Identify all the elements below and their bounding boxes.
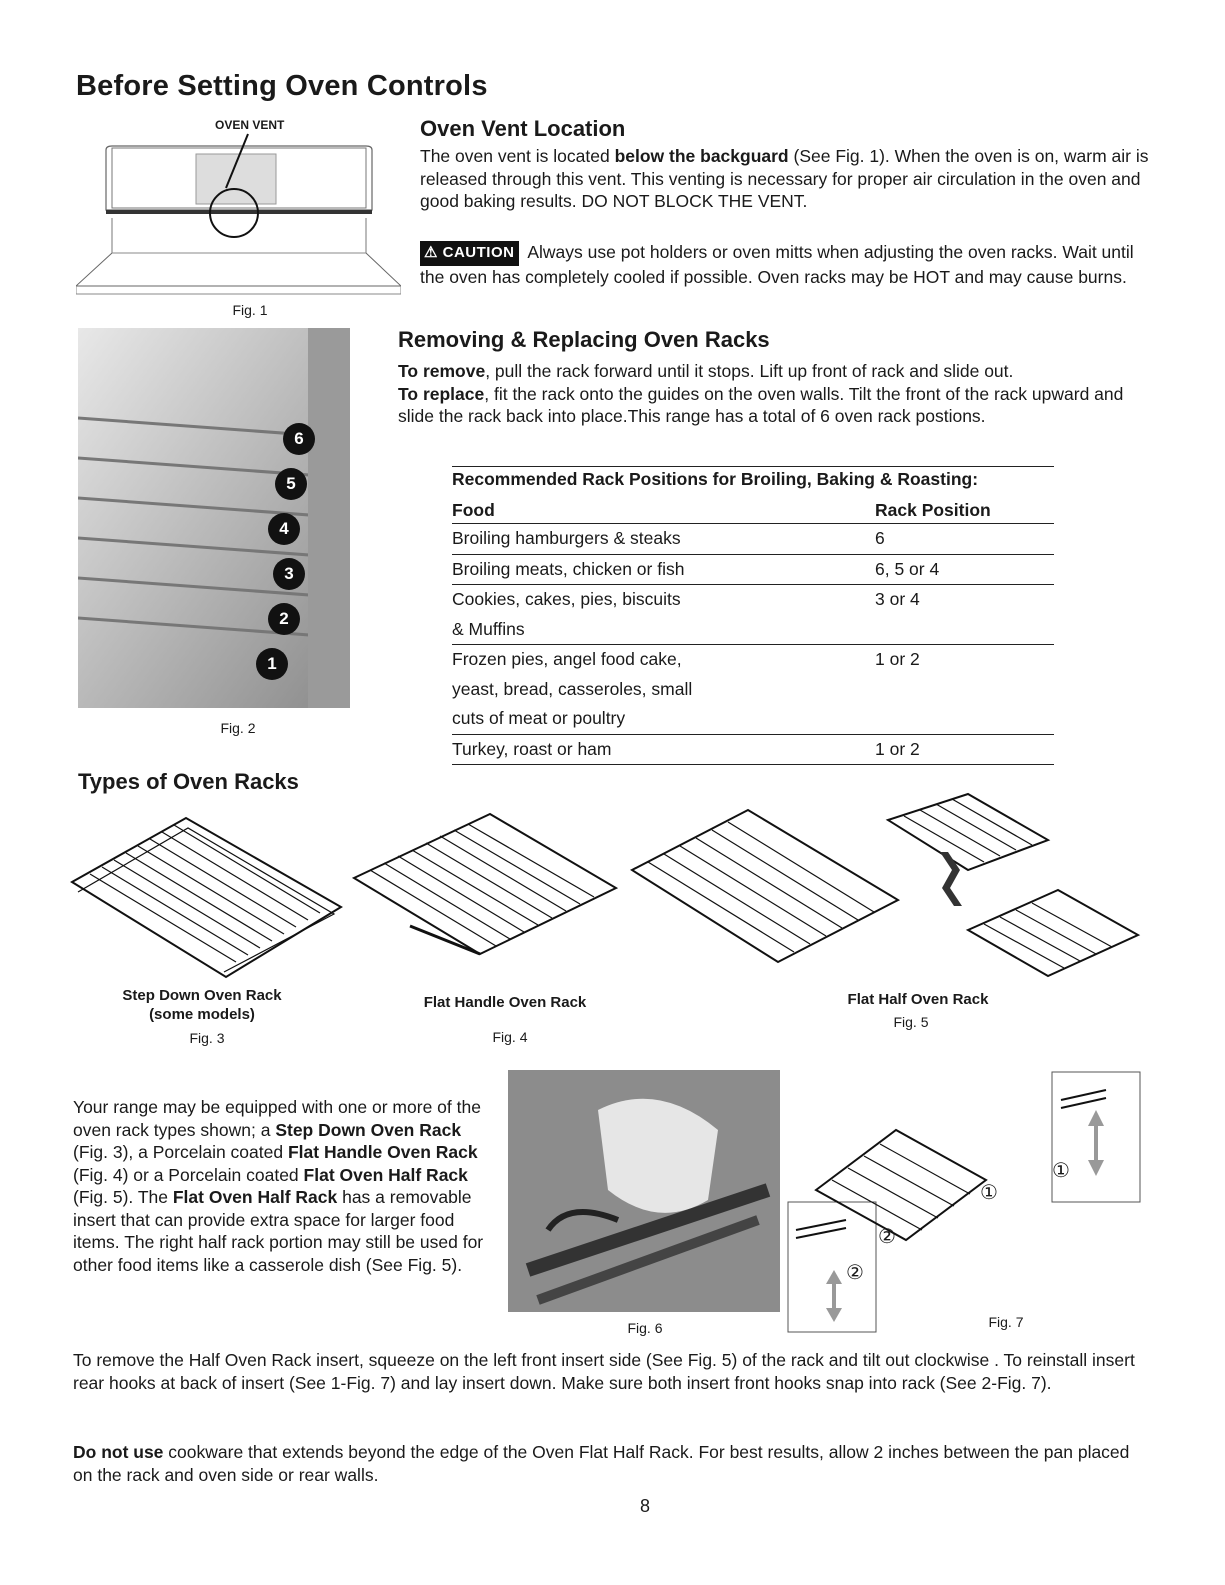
fig5-caption: Fig. 5 bbox=[893, 1014, 929, 1030]
fig4-caption: Fig. 4 bbox=[492, 1029, 528, 1045]
caution-badge: ⚠ CAUTION bbox=[420, 241, 519, 266]
fig4-flat-handle-rack-drawing bbox=[350, 808, 620, 958]
table-row: Broiling meats, chicken or fish 6, 5 or 4 bbox=[452, 554, 1054, 585]
types-heading: Types of Oven Racks bbox=[78, 769, 299, 794]
racks-paragraph: To remove, pull the rack forward until it stops. Lift up front of rack and slide out. To replace, fit the rack onto the guides on the oven walls. Tilt the front of the rack upward and slide the rack back into place.This range has a total of 6 oven rack postions. bbox=[398, 361, 1124, 426]
remove-insert-paragraph: To remove the Half Oven Rack insert, squeeze on the left front insert side (See Fig. 5) of the rack and tilt out clockwise . To reinstall insert rear hooks at back of insert (See 1-Fig. 7) and lay insert down. Make sure both insert front hooks snap into rack (See 2-Fig. 7). bbox=[73, 1350, 1135, 1393]
vent-heading: Oven Vent Location bbox=[420, 116, 626, 141]
fig7-marker-1b: ① bbox=[980, 1182, 998, 1204]
fig5-name: Flat Half Oven Rack bbox=[847, 991, 989, 1008]
page-title: Before Setting Oven Controls bbox=[76, 70, 488, 102]
fig7-marker-2a: ② bbox=[878, 1226, 896, 1248]
rack-position-2-icon: 2 bbox=[268, 603, 300, 635]
rack-position-5-icon: 5 bbox=[275, 468, 307, 500]
fig6-insert-removal-photo bbox=[508, 1070, 780, 1312]
fig3-name: Step Down Oven Rack (some models) bbox=[122, 987, 282, 1023]
fig1-caption: Fig. 1 bbox=[232, 302, 268, 318]
rack-position-4-icon: 4 bbox=[268, 513, 300, 545]
col-position-header: Rack Position bbox=[875, 500, 991, 520]
fig6-caption: Fig. 6 bbox=[627, 1320, 663, 1336]
racks-heading: Removing & Replacing Oven Racks bbox=[398, 327, 770, 352]
fig2-caption: Fig. 2 bbox=[220, 720, 256, 736]
fig2-oven-interior-photo bbox=[78, 328, 350, 708]
vent-paragraph: The oven vent is located below the backguard (See Fig. 1). When the oven is on, warm air is released through this vent. This venting is necessary for proper air circulation in the oven and good baking results. DO NOT BLOCK THE VENT. bbox=[420, 146, 1149, 211]
page-number: 8 bbox=[639, 1496, 650, 1516]
rack-position-3-icon: 3 bbox=[273, 558, 305, 590]
table-row: Cookies, cakes, pies, biscuits & Muffins 3 or 4 bbox=[452, 584, 1054, 644]
fig5-flat-half-rack-drawing bbox=[628, 790, 1148, 980]
fig4-name: Flat Handle Oven Rack bbox=[423, 994, 587, 1011]
fig3-step-down-rack-drawing bbox=[66, 812, 346, 984]
oven-vent-label: OVEN VENT bbox=[215, 118, 285, 132]
caution-paragraph: ⚠ CAUTION Always use pot holders or oven mitts when adjusting the oven racks. Wait until the oven has completely cooled if possible. Oven racks may be HOT and may cause burns. bbox=[420, 242, 1134, 287]
do-not-use-paragraph: Do not use cookware that extends beyond the edge of the Oven Flat Half Rack. For best results, allow 2 inches between the pan placed on the rack and oven side or rear walls. bbox=[73, 1442, 1130, 1485]
rack-position-6-icon: 6 bbox=[283, 423, 315, 455]
table-row: Broiling hamburgers & steaks 6 bbox=[452, 523, 1054, 554]
fig1-oven-vent-drawing bbox=[76, 128, 401, 300]
fig3-caption: Fig. 3 bbox=[189, 1030, 225, 1046]
table-header-row bbox=[452, 497, 1054, 523]
fig7-insert-hooks-diagram bbox=[786, 1070, 1142, 1335]
fig7-marker-1a: ① bbox=[1052, 1160, 1070, 1182]
col-food-header: Food bbox=[452, 500, 495, 520]
table-title: Recommended Rack Positions for Broiling, Baking & Roasting: bbox=[452, 466, 1054, 497]
table-row: Turkey, roast or ham 1 or 2 bbox=[452, 734, 1054, 766]
rack-position-1-icon: 1 bbox=[256, 648, 288, 680]
table-row: Frozen pies, angel food cake, yeast, bread, casseroles, small cuts of meat or poultry 1 or 2 bbox=[452, 644, 1054, 734]
rack-types-paragraph: Your range may be equipped with one or more of the oven rack types shown; a Step Down Oven Rack (Fig. 3), a Porcelain coated Flat Handle Oven Rack (Fig. 4) or a Porcelain coated Flat Oven Half Rack (Fig. 5). The Flat Oven Half Rack has a removable insert that can provide extra space for larger food items. The right half rack portion may still be used for other food items like a casserole dish (See Fig. 5). bbox=[73, 1097, 484, 1275]
fig7-caption: Fig. 7 bbox=[988, 1314, 1024, 1330]
rack-positions-table bbox=[452, 466, 1054, 765]
fig7-marker-2b: ② bbox=[846, 1262, 864, 1284]
